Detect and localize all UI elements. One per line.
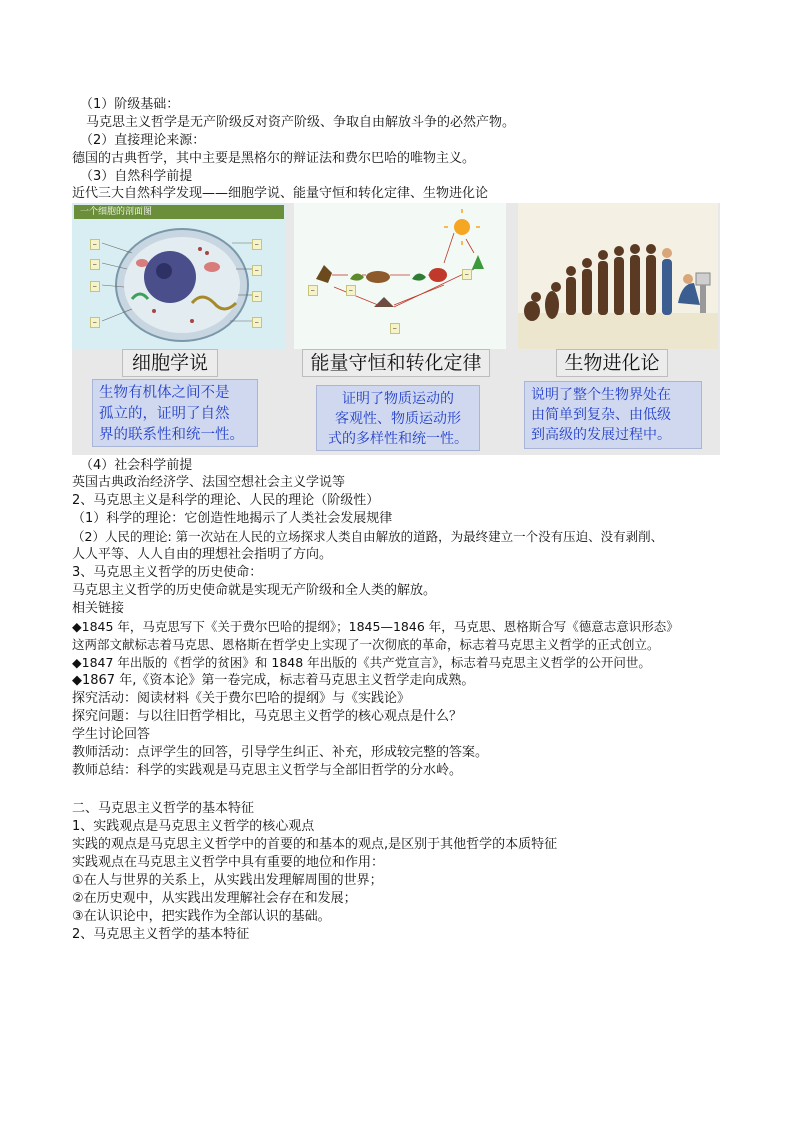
cell-figure-header: 一个细胞的剖面图 — [74, 205, 284, 219]
text-line: 1、实践观点是马克思主义哲学的核心观点 — [72, 819, 315, 834]
text-line: （1）科学的理论：它创造性地揭示了人类社会发展规律 — [72, 511, 393, 526]
energy-label-tag: ⎯ — [390, 323, 400, 334]
text-line: 探究问题：与以往旧哲学相比，马克思主义哲学的核心观点是什么？ — [72, 709, 463, 724]
text-line: ◆1847 年出版的《哲学的贫困》和 1848 年出版的《共产党宣言》，标志着马克思主义哲学的公开问世。 — [72, 655, 651, 670]
energy-law-title: 能量守恒和转化定律 — [302, 349, 490, 377]
text-line: ◆1867 年,《资本论》第一卷完成，标志着马克思主义哲学走向成熟。 — [72, 673, 475, 688]
text-line: ②在历史观中，从实践出发理解社会存在和发展； — [72, 891, 357, 906]
evolution-illustration — [518, 203, 718, 349]
text-line: 马克思主义哲学的历史使命就是实现无产阶级和全人类的解放。 — [72, 583, 437, 598]
text-line: 实践观点在马克思主义哲学中具有重要的地位和作用： — [72, 855, 385, 870]
three-discoveries-figure — [72, 203, 720, 455]
text-line: （2）直接理论来源： — [80, 133, 206, 148]
desc-line: 界的联系性和统一性。 — [99, 427, 244, 443]
cell-theory-description — [92, 379, 258, 447]
evolution-description — [524, 381, 702, 449]
evolution-title: 生物进化论 — [556, 349, 668, 377]
energy-label-tag: ⎯ — [462, 269, 472, 280]
text-line: 德国的古典哲学，其中主要是黑格尔的辩证法和费尔巴哈的唯物主义。 — [72, 151, 476, 166]
cell-label-tag: ⎯ — [252, 291, 262, 302]
cell-label-tag: ⎯ — [252, 239, 262, 250]
text-line: 探究活动：阅读材料《关于费尔巴哈的提纲》与《实践论》 — [72, 691, 411, 706]
text-line: 这两部文献标志着马克思、恩格斯在哲学史上实现了一次彻底的革命，标志着马克思主义哲学的正式创立。 — [72, 637, 660, 652]
text-line: ①在人与世界的关系上，从实践出发理解周围的世界； — [72, 873, 383, 888]
cell-image — [72, 203, 286, 349]
cell-label-tag: ⎯ — [252, 265, 262, 276]
evolution-image — [518, 203, 718, 349]
energy-cycle-diagram — [294, 203, 506, 349]
cell-label-tag: ⎯ — [252, 317, 262, 328]
text-line: 实践的观点是马克思主义哲学中的首要的和基本的观点,是区别于其他哲学的本质特征 — [72, 837, 558, 852]
text-line: 相关链接 — [72, 601, 125, 616]
desc-line: 说明了整个生物界处在 — [531, 387, 671, 403]
desc-line: 到高级的发展过程中。 — [531, 427, 671, 443]
text-line: 马克思主义哲学是无产阶级反对资产阶级、争取自由解放斗争的必然产物。 — [86, 115, 516, 130]
cell-label-tag: ⎯ — [90, 317, 100, 328]
energy-law-description — [316, 385, 480, 451]
desc-line: 孤立的，证明了自然 — [99, 406, 230, 422]
text-line: 2、马克思主义是科学的理论、人民的理论（阶级性） — [72, 493, 380, 508]
desc-line: 生物有机体之间不是 — [99, 385, 230, 401]
energy-label-tag: ⎯ — [346, 285, 356, 296]
desc-line: 式的多样性和统一性。 — [328, 431, 468, 447]
cell-theory-title: 细胞学说 — [122, 349, 218, 377]
text-line: （4）社会科学前提 — [80, 458, 193, 473]
cell-label-tag: ⎯ — [90, 281, 100, 292]
desc-line: 证明了物质运动的 — [342, 391, 454, 407]
text-line: （1）阶级基础： — [80, 97, 180, 112]
text-line: 教师活动：点评学生的回答，引导学生纠正、补充，形成较完整的答案。 — [72, 745, 489, 760]
desc-line: 客观性、物质运动形 — [335, 411, 461, 427]
text-line: ◆1845 年，马克思写下《关于费尔巴哈的提纲》；1845—1846 年，马克思、恩格斯合写《德意志意识形态》 — [72, 619, 679, 634]
text-line: 2、马克思主义哲学的基本特征 — [72, 927, 250, 942]
text-line: 近代三大自然科学发现——细胞学说、能量守恒和转化定律、生物进化论 — [72, 186, 489, 201]
cell-label-tag: ⎯ — [90, 239, 100, 250]
text-line: ③在认识论中，把实践作为全部认识的基础。 — [72, 909, 331, 924]
desc-line: 由简单到复杂、由低级 — [531, 407, 671, 423]
text-line: 教师总结：科学的实践观是马克思主义哲学与全部旧哲学的分水岭。 — [72, 763, 463, 778]
text-line: 英国古典政治经济学、法国空想社会主义学说等 — [72, 475, 346, 490]
text-line: 3、马克思主义哲学的历史使命： — [72, 565, 263, 580]
energy-cycle-image — [294, 203, 506, 349]
text-line: （3）自然科学前提 — [80, 169, 193, 184]
text-line: 学生讨论回答 — [72, 727, 151, 742]
energy-label-tag: ⎯ — [308, 285, 318, 296]
text-line: （2）人民的理论: 第一次站在人民的立场探求人类自由解放的道路，为最终建立一个没有压迫、没有剥削、 — [72, 529, 664, 544]
section-heading: 二、马克思主义哲学的基本特征 — [72, 801, 255, 816]
text-line: 人人平等、人人自由的理想社会指明了方向。 — [72, 547, 333, 562]
cell-label-tag: ⎯ — [90, 259, 100, 270]
